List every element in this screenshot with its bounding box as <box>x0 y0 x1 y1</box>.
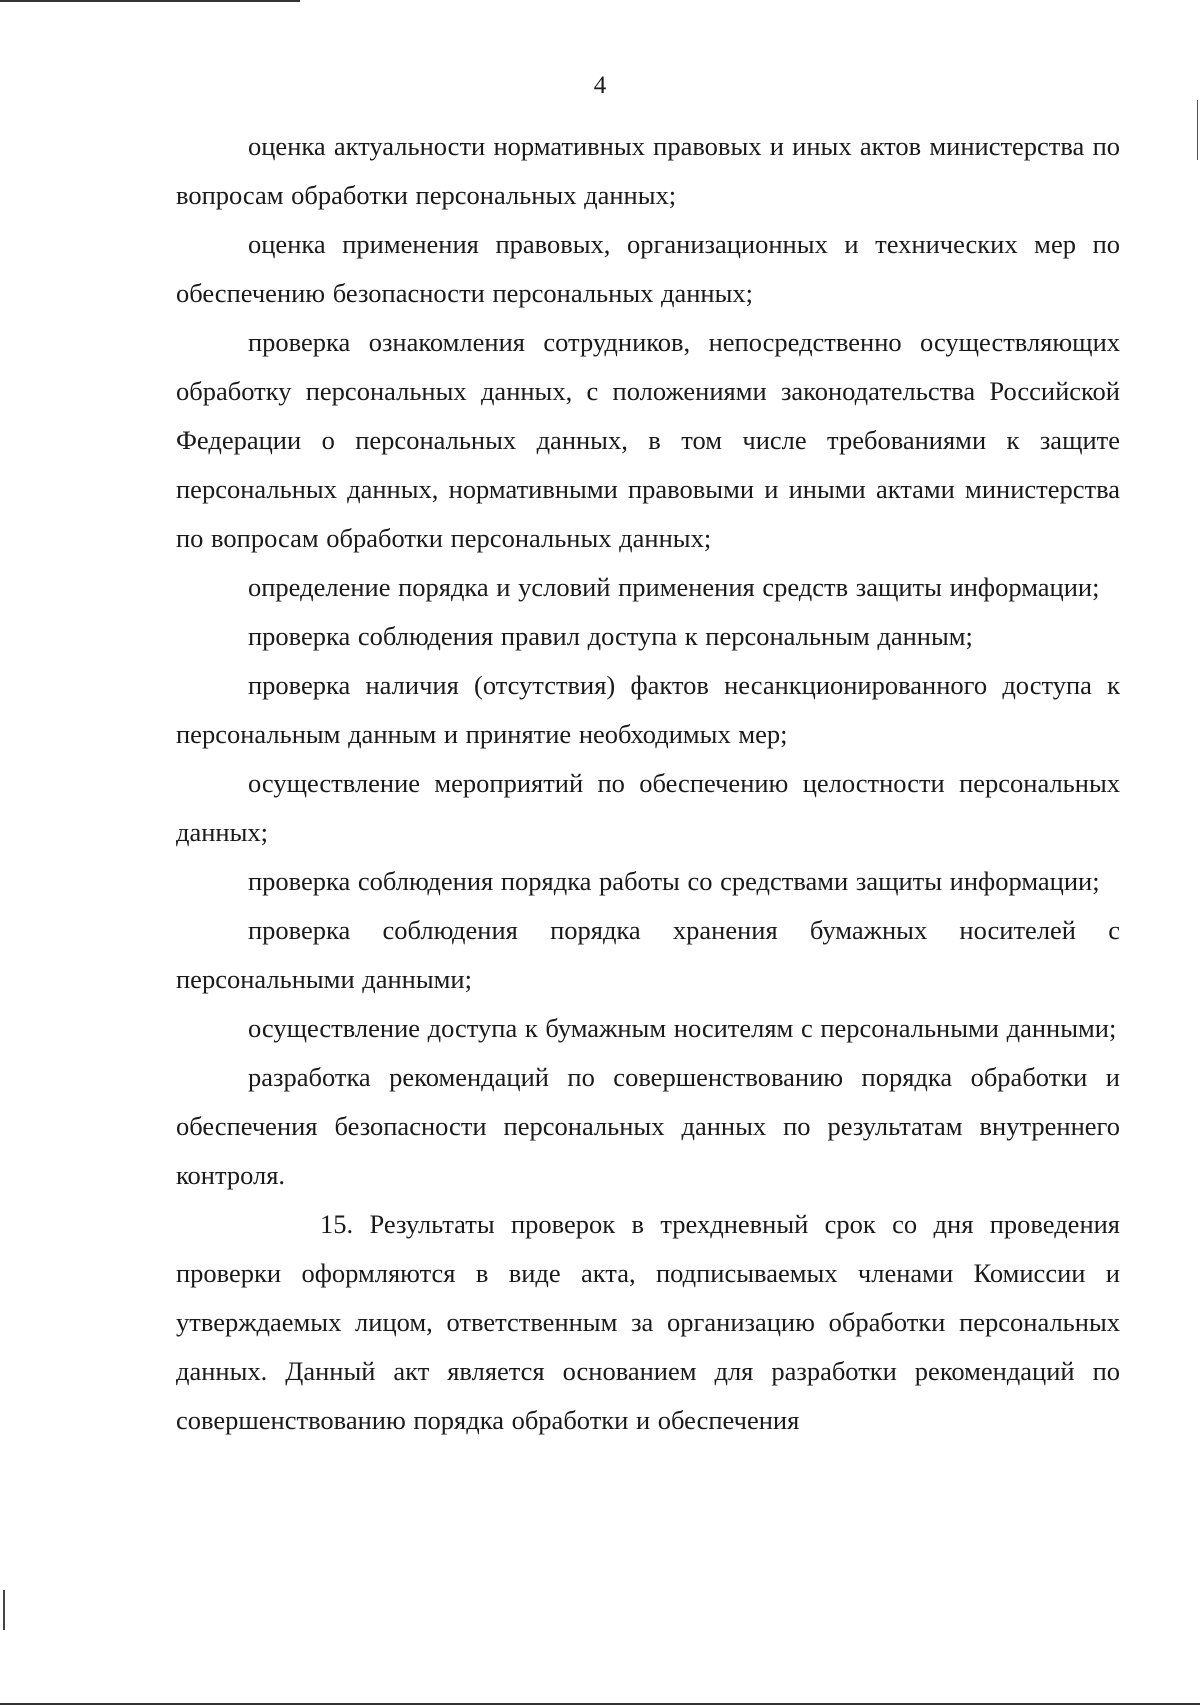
scan-edge-top <box>0 0 300 2</box>
clause-15-number: 15. <box>320 1209 354 1239</box>
scan-edge-right <box>1197 100 1198 160</box>
paragraph-recommendations: разработка рекомендаций по совершенствованию порядка обработки и обеспечения безопасности персональных данных по результатам внутреннего контроля. <box>176 1062 1120 1190</box>
paragraph-paper-access: осуществление доступа к бумажным носителям с персональными данными; <box>248 1013 1117 1043</box>
document-body <box>176 122 1120 1445</box>
paragraph-staff-familiarization: проверка ознакомления сотрудников, непосредственно осуществляющих обработку персональных данных, с положениями законодательства Российской Федерации о персональных данных, в том числе требованиями к защите персональных данных, нормативными правовыми и иными актами министерства по вопросам обработки персональных данных; <box>176 327 1120 553</box>
scan-edge-left <box>3 1590 5 1630</box>
paragraph-protection-means: определение порядка и условий применения средств защиты информации; <box>248 572 1100 602</box>
paragraph-protection-work-order: проверка соблюдения порядка работы со средствами защиты информации; <box>248 866 1100 896</box>
paragraph-actuality-assessment: оценка актуальности нормативных правовых и иных актов министерства по вопросам обработки персональных данных; <box>176 131 1120 210</box>
paragraph-measures-assessment: оценка применения правовых, организационных и технических мер по обеспечению безопасности персональных данных; <box>176 229 1120 308</box>
paragraph-paper-storage: проверка соблюдения порядка хранения бумажных носителей с персональными данными; <box>176 915 1120 994</box>
paragraph-data-integrity: осуществление мероприятий по обеспечению целостности персональных данных; <box>176 768 1120 847</box>
clause-15 <box>176 1200 1120 1445</box>
paragraph-unauthorized-access: проверка наличия (отсутствия) фактов несанкционированного доступа к персональным данным и принятие необходимых мер; <box>176 670 1120 749</box>
paragraph-access-rules: проверка соблюдения правил доступа к персональным данным; <box>248 621 973 651</box>
clause-15-text: Результаты проверок в трехдневный срок со дня проведения проверки оформляются в виде акта, подписываемых членами Комиссии и утверждаемых лицом, ответственным за организацию обработки персональных данных. Данный акт является основанием для разработки рекомендаций по совершенствованию порядка обработки и обеспечения <box>176 1209 1120 1435</box>
page-number: 4 <box>593 72 607 99</box>
